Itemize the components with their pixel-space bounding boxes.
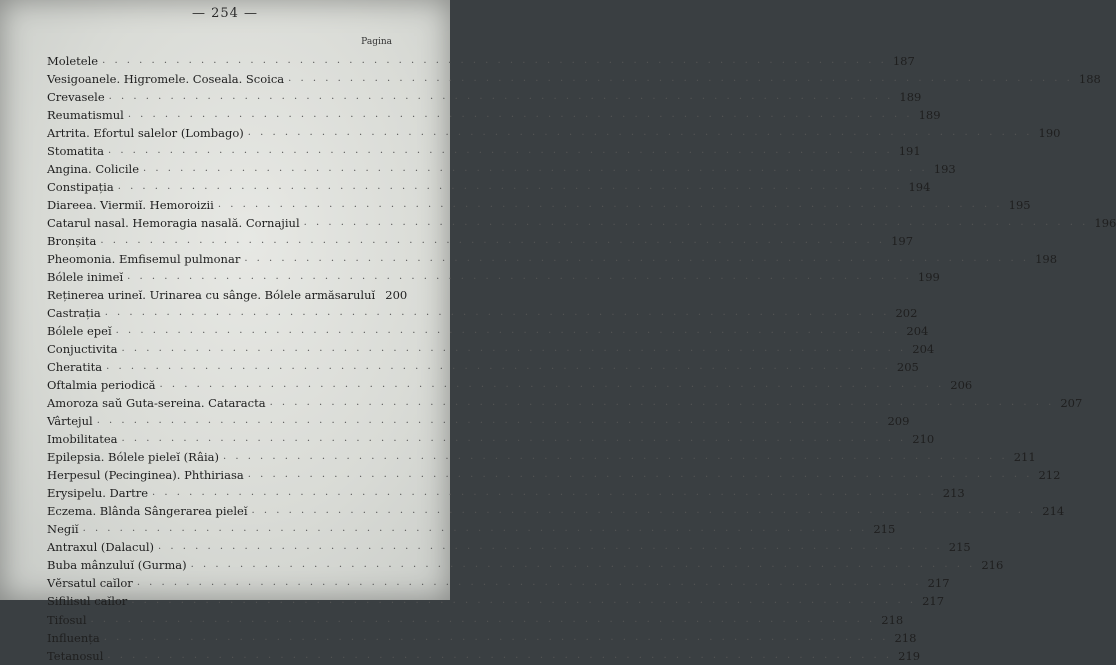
entry-page-number: 205 (896, 360, 919, 375)
toc-entry (47, 448, 1036, 466)
toc-entry (47, 124, 1061, 142)
leader-dots (252, 502, 1037, 520)
entry-title: Artrita. Efortul salelor (Lombago) (47, 126, 244, 141)
entry-page-number: 187 (892, 54, 915, 69)
leader-dots (104, 629, 889, 647)
entry-title: Diareea. Viermiĭ. Hemoroizii (47, 198, 214, 213)
toc-entry (47, 232, 914, 250)
entry-page-number: 216 (981, 558, 1004, 573)
toc-entry (47, 304, 918, 322)
toc-entry (47, 629, 917, 647)
entry-page-number: 204 (906, 324, 929, 339)
entry-title: Angina. Colicile (47, 162, 140, 177)
entry-title: Moletele (47, 54, 99, 69)
toc-entry (47, 88, 922, 106)
entry-title: Antraxul (Dalacul) (47, 540, 155, 555)
leader-dots (244, 250, 1029, 268)
entry-page-number: 198 (1035, 252, 1058, 267)
entry-page-number: 204 (912, 342, 935, 357)
page-number-header: — 254 — (191, 6, 259, 21)
entry-title: Bólele inimeĭ (47, 270, 124, 285)
toc-entry (47, 358, 919, 376)
entry-title: Eczema. Blânda Sângerarea pieleĭ (47, 504, 248, 519)
entry-page-number: 194 (908, 180, 931, 195)
leader-dots (218, 196, 1003, 214)
toc-entry (47, 214, 1116, 232)
toc-entry (47, 160, 956, 178)
toc-entry (47, 574, 950, 592)
toc-entry (47, 394, 1083, 412)
entry-page-number: 197 (891, 234, 914, 249)
leader-dots (152, 484, 937, 502)
entry-page-number: 190 (1038, 126, 1061, 141)
entry-title: Bronșita (47, 234, 97, 249)
entry-title: Tetanosul (47, 648, 104, 663)
entry-page-number: 217 (922, 594, 945, 609)
toc-entry (47, 286, 408, 304)
toc-entry (47, 52, 915, 70)
entry-title: Sifilisul caĭlor (47, 594, 128, 609)
entry-title: Buba mânzuluĭ (Gurma) (47, 558, 187, 573)
entry-page-number: 200 (385, 288, 408, 303)
entry-page-number: 209 (887, 414, 910, 429)
leader-dots (108, 142, 893, 160)
leader-dots (128, 106, 913, 124)
entry-page-number: 210 (912, 432, 935, 447)
toc-entry (47, 592, 945, 610)
entry-title: Cheratita (47, 360, 103, 375)
entry-title: Crevasele (47, 90, 105, 105)
entry-title: Reumatismul (47, 108, 124, 123)
entry-page-number: 193 (933, 162, 956, 177)
entry-page-number: 207 (1060, 396, 1083, 411)
toc-entry (47, 647, 921, 665)
entry-title: Castrația (47, 306, 101, 321)
entry-page-number: 191 (898, 144, 921, 159)
leader-dots (106, 358, 891, 376)
toc-entry (47, 178, 931, 196)
entry-title: Vârtejul (47, 414, 93, 429)
leader-dots (100, 232, 885, 250)
entry-title: Imobilitatea (47, 432, 118, 447)
entry-title: Herpesul (Pecinginea). Phthiriasa (47, 468, 244, 483)
entry-page-number: 212 (1038, 468, 1061, 483)
leader-dots (270, 394, 1055, 412)
leader-dots (118, 178, 903, 196)
toc-entry (47, 106, 941, 124)
leader-dots (288, 70, 1073, 88)
page-column-label: Pagina (361, 37, 392, 47)
entry-page-number: 195 (1008, 198, 1031, 213)
leader-dots (248, 466, 1033, 484)
entry-title: Vesigoanele. Higromele. Coseala. Scoica (47, 72, 285, 87)
leader-dots (83, 520, 868, 538)
leader-dots (109, 88, 894, 106)
entry-title: Tifosul (47, 612, 87, 627)
entry-page-number: 202 (895, 306, 918, 321)
table-of-contents (47, 52, 1116, 665)
leader-dots (131, 592, 916, 610)
entry-page-number: 218 (894, 630, 917, 645)
entry-page-number: 196 (1094, 216, 1116, 231)
leader-dots (122, 430, 907, 448)
leader-dots (91, 611, 876, 629)
leader-dots (137, 574, 922, 592)
entry-page-number: 189 (918, 108, 941, 123)
toc-entry (47, 376, 973, 394)
toc-entry (47, 610, 904, 628)
leader-dots (223, 448, 1008, 466)
leader-dots (97, 412, 882, 430)
toc-entry (47, 502, 1065, 520)
entry-page-number: 215 (873, 522, 896, 537)
toc-entry (47, 322, 929, 340)
entry-title: Stomatita (47, 144, 104, 159)
toc-entry (47, 430, 935, 448)
entry-title: Pheomonia. Emfisemul pulmonar (47, 252, 241, 267)
entry-page-number: 189 (899, 90, 922, 105)
toc-entry (47, 250, 1058, 268)
entry-page-number: 213 (942, 486, 965, 501)
entry-title: Reținerea urineĭ. Urinarea cu sânge. Bólele armăsaruluĭ (47, 288, 376, 303)
entry-title: Amoroza saŭ Guta-sereina. Cataracta (47, 396, 266, 411)
toc-entry (47, 466, 1061, 484)
entry-title: Oftalmia periodică (47, 378, 156, 393)
toc-entry (47, 484, 965, 502)
entry-title: Negiĭ (47, 522, 79, 537)
entry-title: Vĕrsatul caĭlor (47, 576, 133, 591)
toc-entry (47, 520, 896, 538)
entry-page-number: 211 (1013, 450, 1036, 465)
leader-dots (143, 160, 928, 178)
leader-dots (158, 538, 943, 556)
leader-dots (304, 214, 1089, 232)
entry-title: Constipația (47, 180, 114, 195)
entry-page-number: 199 (917, 270, 940, 285)
entry-title: Erysipelu. Dartre (47, 486, 149, 501)
toc-entry (47, 412, 910, 430)
entry-title: Influența (47, 630, 100, 645)
toc-entry (47, 196, 1031, 214)
entry-title: Catarul nasal. Hemoragia nasală. Cornajiul (47, 216, 300, 231)
leader-dots (105, 304, 890, 322)
leader-dots (116, 322, 901, 340)
leader-dots (102, 52, 887, 70)
toc-entry (47, 70, 1101, 88)
toc-entry (47, 538, 971, 556)
leader-dots (248, 124, 1033, 142)
leader-dots (160, 376, 945, 394)
toc-entry (47, 556, 1004, 574)
leader-dots (107, 647, 892, 665)
entry-title: Epilepsia. Bólele pieleĭ (Râia) (47, 450, 219, 465)
entry-page-number: 214 (1042, 504, 1065, 519)
toc-entry (47, 142, 921, 160)
entry-page-number: 218 (881, 612, 904, 627)
entry-page-number: 217 (927, 576, 950, 591)
toc-entry (47, 268, 940, 286)
entry-title: Conjuctivita (47, 342, 118, 357)
toc-entry (47, 340, 935, 358)
leader-dots (122, 340, 907, 358)
entry-page-number: 206 (950, 378, 973, 393)
leader-dots (191, 556, 976, 574)
leader-dots (127, 268, 912, 286)
entry-page-number: 215 (948, 540, 971, 555)
entry-page-number: 219 (898, 648, 921, 663)
entry-title: Bólele epeĭ (47, 324, 112, 339)
entry-page-number: 188 (1078, 72, 1101, 87)
